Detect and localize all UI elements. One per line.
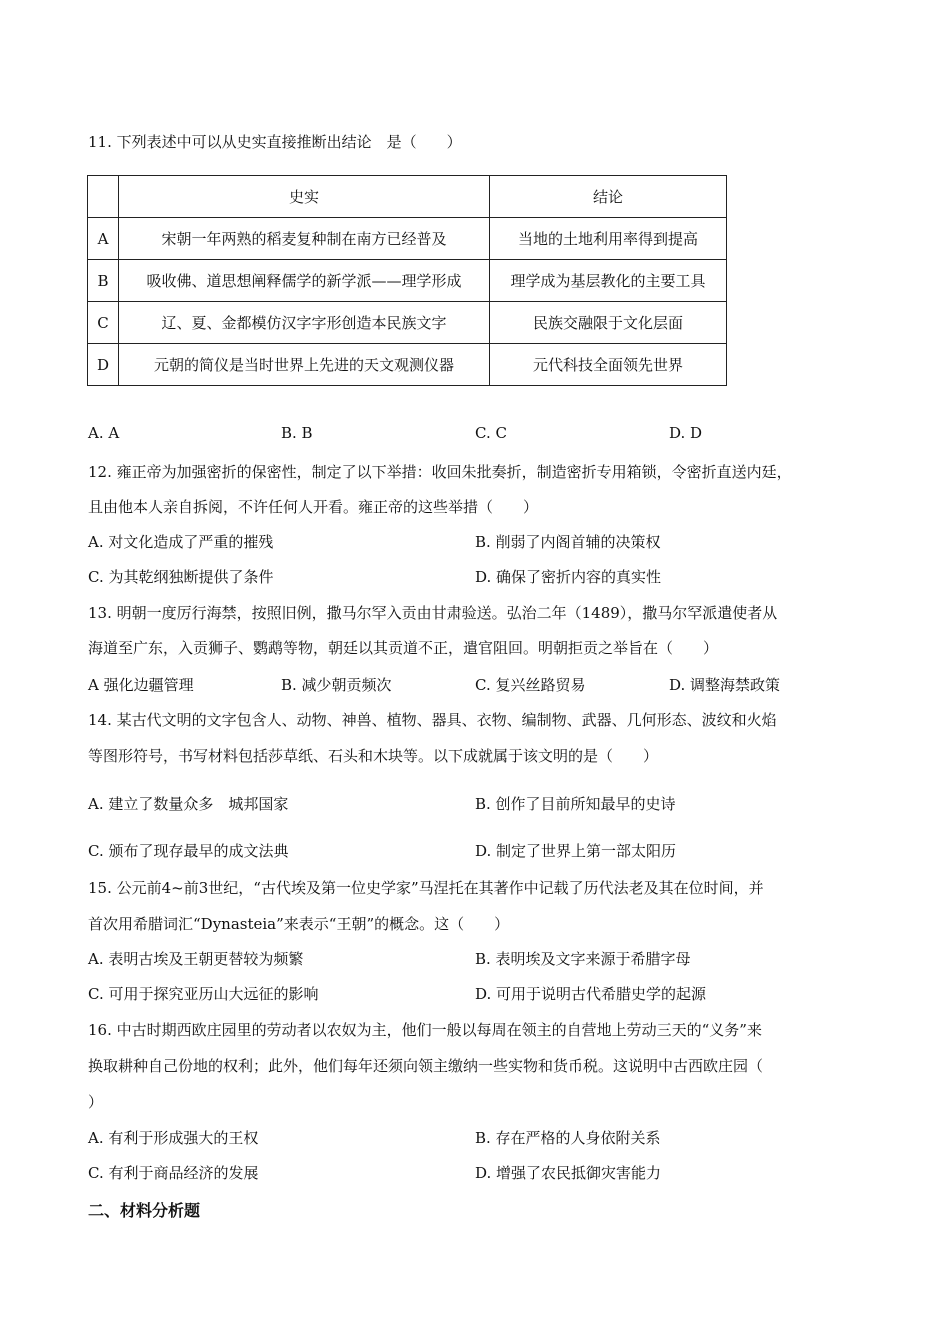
q13-option-c: C. 复兴丝路贸易 [475, 676, 586, 694]
q12-option-c: C. 为其乾纲独断提供了条件 [88, 568, 274, 586]
table-cell: 元代科技全面领先世界 [490, 344, 727, 386]
q11-table [87, 175, 727, 386]
q15-stem-line2: 首次用希腊词汇“Dynasteia”来表示“王朝”的概念。这（ ） [88, 915, 510, 933]
q12-option-b: B. 削弱了内阁首辅的决策权 [475, 533, 661, 551]
table-row [88, 260, 727, 302]
q14-stem-line2: 等图形符号，书写材料包括莎草纸、石头和木块等。以下成就属于该文明的是（ ） [88, 747, 659, 765]
section-title: 二、材料分析题 [88, 1201, 201, 1220]
q16-stem-line2: 换取耕种自己份地的权利；此外，他们每年还须向领主缴纳一些实物和货币税。这说明中古西欧庄园（ [88, 1057, 764, 1075]
q16-stem-line1: 16. 中古时期西欧庄园里的劳动者以农奴为主，他们一般以每周在领主的自营地上劳动三天的“义务”来 [88, 1021, 762, 1039]
table-cell: A [88, 218, 119, 260]
table-cell: 理学成为基层教化的主要工具 [490, 260, 727, 302]
q13-option-b: B. 减少朝贡频次 [281, 676, 392, 694]
table-cell: 辽、夏、金都模仿汉字字形创造本民族文字 [119, 302, 490, 344]
table-cell: 吸收佛、道思想阐释儒学的新学派——理学形成 [119, 260, 490, 302]
q11-option-a: A. A [88, 424, 120, 442]
q14-option-d: D. 制定了世界上第一部太阳历 [475, 842, 677, 860]
q15-option-c: C. 可用于探究亚历山大远征的影响 [88, 985, 319, 1003]
q14-option-b: B. 创作了目前所知最早的史诗 [475, 795, 676, 813]
q16-option-d: D. 增强了农民抵御灾害能力 [475, 1164, 662, 1182]
table-cell: C [88, 302, 119, 344]
table-header-cell [88, 176, 119, 218]
q13-stem-line1: 13. 明朝一度厉行海禁，按照旧例，撒马尔罕入贡由甘肃验送。弘治二年（1489），撒马尔罕派遣使者从 [88, 604, 778, 622]
q12-option-d: D. 确保了密折内容的真实性 [475, 568, 662, 586]
q16-option-a: A. 有利于形成强大的王权 [88, 1129, 259, 1147]
table-cell: 宋朝一年两熟的稻麦复种制在南方已经普及 [119, 218, 490, 260]
table-row [88, 218, 727, 260]
q14-option-a: A. 建立了数量众多 城邦国家 [88, 795, 289, 813]
table-cell: B [88, 260, 119, 302]
q11-option-d: D. D [669, 424, 703, 442]
q14-option-c: C. 颁布了现存最早的成文法典 [88, 842, 289, 860]
table-cell: D [88, 344, 119, 386]
q15-stem-line1: 15. 公元前4~前3世纪，“古代埃及第一位史学家”马涅托在其著作中记载了历代法老及其在位时间，并 [88, 879, 764, 897]
q13-option-d: D. 调整海禁政策 [669, 676, 781, 694]
table-header-cell: 史实 [119, 176, 490, 218]
q12-stem-line1: 12. 雍正帝为加强密折的保密性，制定了以下举措：收回朱批奏折，制造密折专用箱锁，令密折直送内廷， [88, 463, 792, 481]
q16-option-b: B. 存在严格的人身依附关系 [475, 1129, 661, 1147]
q11-option-b: B. B [281, 424, 313, 442]
table-cell: 元朝的简仪是当时世界上先进的天文观测仪器 [119, 344, 490, 386]
q12-option-a: A. 对文化造成了严重的摧残 [88, 533, 274, 551]
table-row [88, 344, 727, 386]
q13-stem-line2: 海道至广东，入贡狮子、鹦鹉等物，朝廷以其贡道不正，遣官阻回。明朝拒贡之举旨在（ ） [88, 639, 719, 657]
table-header-row [88, 176, 727, 218]
q16-stem-line3: ） [88, 1093, 104, 1111]
table-row [88, 302, 727, 344]
q11-stem: 11. 下列表述中可以从史实直接推断出结论 是（ ） [88, 133, 462, 151]
q11-option-c: C. C [475, 424, 507, 442]
q13-option-a: A 强化边疆管理 [88, 676, 194, 694]
table-cell: 当地的土地利用率得到提高 [490, 218, 727, 260]
q12-stem-line2: 且由他本人亲自拆阅，不许任何人开看。雍正帝的这些举措（ ） [88, 498, 539, 516]
q14-stem-line1: 14. 某古代文明的文字包含人、动物、神兽、植物、器具、衣物、编制物、武器、几何形态、波纹和火焰 [88, 711, 777, 729]
q15-option-d: D. 可用于说明古代希腊史学的起源 [475, 985, 707, 1003]
q15-option-a: A. 表明古埃及王朝更替较为频繁 [88, 950, 304, 968]
q15-option-b: B. 表明埃及文字来源于希腊字母 [475, 950, 691, 968]
q16-option-c: C. 有利于商品经济的发展 [88, 1164, 259, 1182]
table-cell: 民族交融限于文化层面 [490, 302, 727, 344]
table-header-cell: 结论 [490, 176, 727, 218]
